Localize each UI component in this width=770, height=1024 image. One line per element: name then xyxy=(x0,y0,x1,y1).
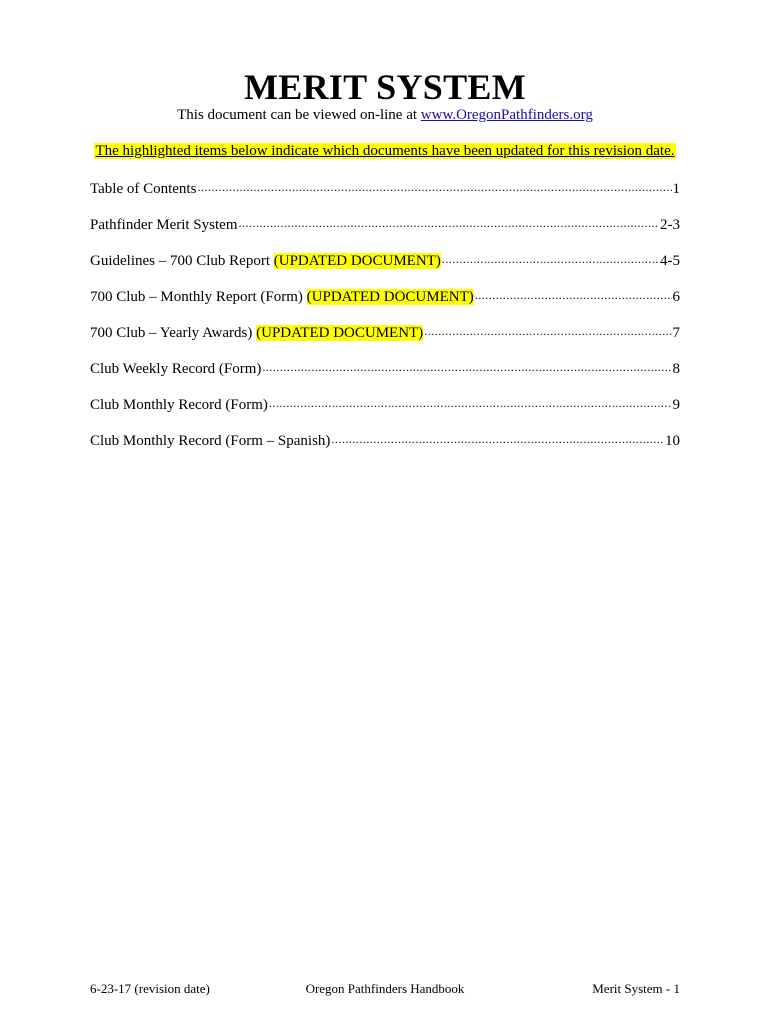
document-subtitle xyxy=(0,107,770,124)
toc-label: Club Monthly Record (Form – Spanish) xyxy=(90,433,331,449)
toc-row[interactable] xyxy=(90,178,680,214)
footer-handbook-title: Oregon Pathfinders Handbook xyxy=(305,981,465,996)
toc-row[interactable] xyxy=(90,394,680,430)
toc-row[interactable] xyxy=(90,322,680,358)
website-link[interactable]: www.OregonPathfinders.org xyxy=(420,107,593,123)
toc-row[interactable] xyxy=(90,430,680,466)
toc-label: Table of Contents xyxy=(90,181,197,197)
toc-leader xyxy=(442,250,659,265)
document-title: MERIT SYSTEM xyxy=(243,67,526,107)
toc-label: 700 Club – Yearly Awards) (UPDATED DOCUMENT) xyxy=(90,325,424,341)
toc-label: 700 Club – Monthly Report (Form) (UPDATED DOCUMENT) xyxy=(90,289,474,305)
revision-notice xyxy=(0,143,770,160)
toc-page-number: 1 xyxy=(672,181,680,197)
toc-page-number: 6 xyxy=(672,289,680,305)
revision-notice-text: The highlighted items below indicate which documents have been updated for this revision date. xyxy=(95,143,675,159)
toc-row[interactable] xyxy=(90,214,680,250)
toc-leader xyxy=(331,430,664,445)
footer-revision-date: 6-23-17 (revision date) xyxy=(90,981,210,996)
toc-row[interactable] xyxy=(90,250,680,286)
toc-page-number: 7 xyxy=(672,325,680,341)
toc-page-number: 8 xyxy=(672,361,680,377)
updated-badge: (UPDATED DOCUMENT) xyxy=(256,325,424,341)
toc-label: Guidelines – 700 Club Report (UPDATED DOCUMENT) xyxy=(90,253,441,269)
toc-label: Pathfinder Merit System xyxy=(90,217,238,233)
toc-page-number: 2-3 xyxy=(660,217,680,233)
toc-label: Club Monthly Record (Form) xyxy=(90,397,268,413)
toc-label: Club Weekly Record (Form) xyxy=(90,361,262,377)
subtitle-text: This document can be viewed on-line at xyxy=(177,107,421,123)
table-of-contents xyxy=(90,178,680,466)
updated-badge: (UPDATED DOCUMENT) xyxy=(273,253,441,269)
footer-page-number: Merit System - 1 xyxy=(592,981,680,996)
toc-leader xyxy=(262,358,671,373)
toc-leader xyxy=(238,214,659,229)
toc-row[interactable] xyxy=(90,286,680,322)
toc-page-number: 10 xyxy=(665,433,680,449)
toc-page-number: 4-5 xyxy=(660,253,680,269)
toc-leader xyxy=(269,394,672,409)
toc-leader xyxy=(197,178,671,193)
toc-leader xyxy=(475,286,672,301)
toc-page-number: 9 xyxy=(672,397,680,413)
toc-row[interactable] xyxy=(90,358,680,394)
updated-badge: (UPDATED DOCUMENT) xyxy=(306,289,474,305)
toc-leader xyxy=(424,322,671,337)
